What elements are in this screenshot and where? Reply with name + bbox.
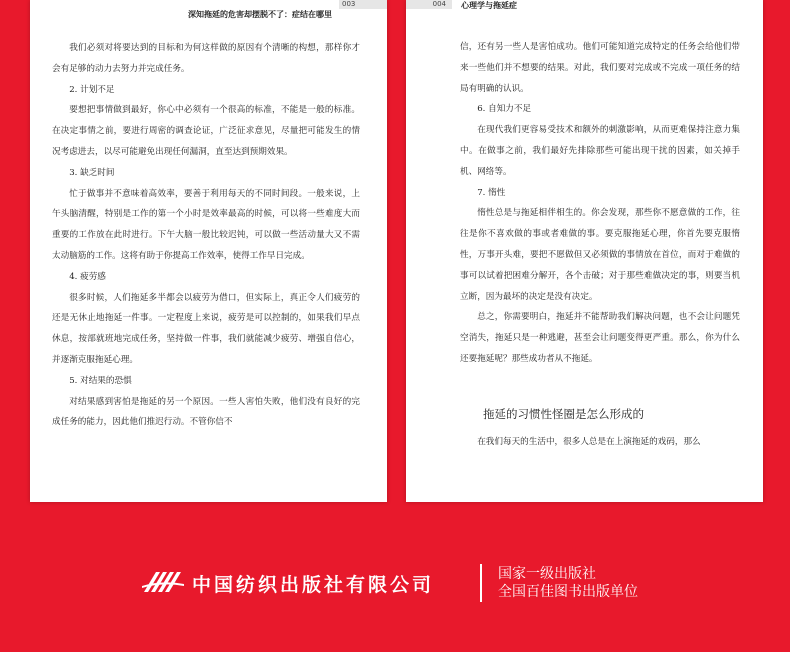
subheading: 3. 缺乏时间 <box>69 167 115 178</box>
paragraph: 总之，你需要明白，拖延并不能帮助我们解决问题，也不会让问题凭空消失，拖延只是一种逃避，甚至会让问题变得更严重。那么，你为什么还要拖延呢？那些成功者从不拖延。 <box>460 312 740 364</box>
paragraph: 对结果感到害怕是拖延的另一个原因。一些人害怕失败，他们没有良好的完成任务的能力，因此他们推迟行动。不管你信不 <box>52 396 360 428</box>
tagline-national-level: 国家一级出版社 <box>498 566 596 582</box>
paragraph: 要想把事情做到最好，你心中必须有一个很高的标准，不能是一般的标准。在决定事情之前，要进行周密的调查论证，广泛征求意见，尽量把可能发生的情况考虑进去，以尽可能避免出现任何漏洞，直至达到预期效果。 <box>52 105 360 157</box>
right-page <box>406 0 763 502</box>
paragraph: 信，还有另一些人是害怕成功。他们可能知道完成特定的任务会给他们带来一些他们并不想要的结果。对此，我们要对完成或不完成一项任务的结局有明确的认识。 <box>460 42 740 94</box>
left-page <box>30 0 387 502</box>
right-running-header: 心理学与拖延症 <box>461 1 517 10</box>
subheading: 6. 自知力不足 <box>477 104 532 115</box>
subheading: 2. 计划不足 <box>69 84 115 95</box>
tagline-top-hundred: 全国百佳图书出版单位 <box>498 584 638 600</box>
paragraph: 很多时候，人们拖延多半都会以疲劳为借口，但实际上，真正令人们疲劳的还是无休止地拖延一件事。一定程度上来说，疲劳是可以控制的，如果我们早点休息，按部就班地完成任务，坚持做一件事，我们就能减少疲劳、增强自信心，并逐渐克服拖延心理。 <box>52 292 360 365</box>
paragraph: 在现代我们更容易受技术和额外的刺激影响，从而更难保持注意力集中。在做事之前，我们最好先排除那些可能出现干扰的因素，如关掉手机、网络等。 <box>460 125 740 177</box>
paragraph: 惰性总是与拖延相伴相生的。你会发现，那些你不愿意做的工作，往往是你不喜欢做的事或者难做的事。要克服拖延心理，你首先要克服惰性，万事开头难，要把不愿做但又必须做的事情放在首位，而对于难做的事可以试着把困难分解开，各个击破；对于那些难做决定的事，则要当机立断，因为最坏的决定是没有决定。 <box>460 208 740 302</box>
publisher-footer <box>142 562 662 604</box>
paragraph: 忙于做事并不意味着高效率，要善于利用每天的不同时间段。一般来说，上午头脑清醒，特别是工作的第一个小时是效率最高的时候，可以将一些难度大而重要的工作放在此时进行。下午大脑一般比较迟钝，可以做一些活动量大又不需太动脑筋的工作。这将有助于你提高工作效率，使得工作早日完成。 <box>52 188 360 261</box>
paragraph: 在我们每天的生活中，很多人总是在上演拖延的戏码，那么 <box>477 436 701 447</box>
publisher-logo-icon <box>142 566 184 596</box>
subheading: 4. 疲劳感 <box>69 271 106 282</box>
section-title: 拖延的习惯性怪圈是怎么形成的 <box>483 406 644 421</box>
right-page-number: 004 <box>406 0 452 9</box>
right-page-body <box>460 37 740 453</box>
left-page-number: 003 <box>339 0 387 9</box>
paragraph: 我们必须对将要达到的目标和为何这样做的原因有个清晰的构想，那样你才会有足够的动力去努力并完成任务。 <box>52 43 360 74</box>
footer-divider <box>480 564 482 602</box>
subheading: 7. 惰性 <box>477 187 506 198</box>
subheading: 5. 对结果的恐惧 <box>69 375 132 386</box>
publisher-name: 中国纺织出版社有限公司 <box>192 574 435 596</box>
left-page-body <box>52 38 360 433</box>
left-running-header: 深知拖延的危害却摆脱不了：症结在哪里 <box>188 10 332 19</box>
